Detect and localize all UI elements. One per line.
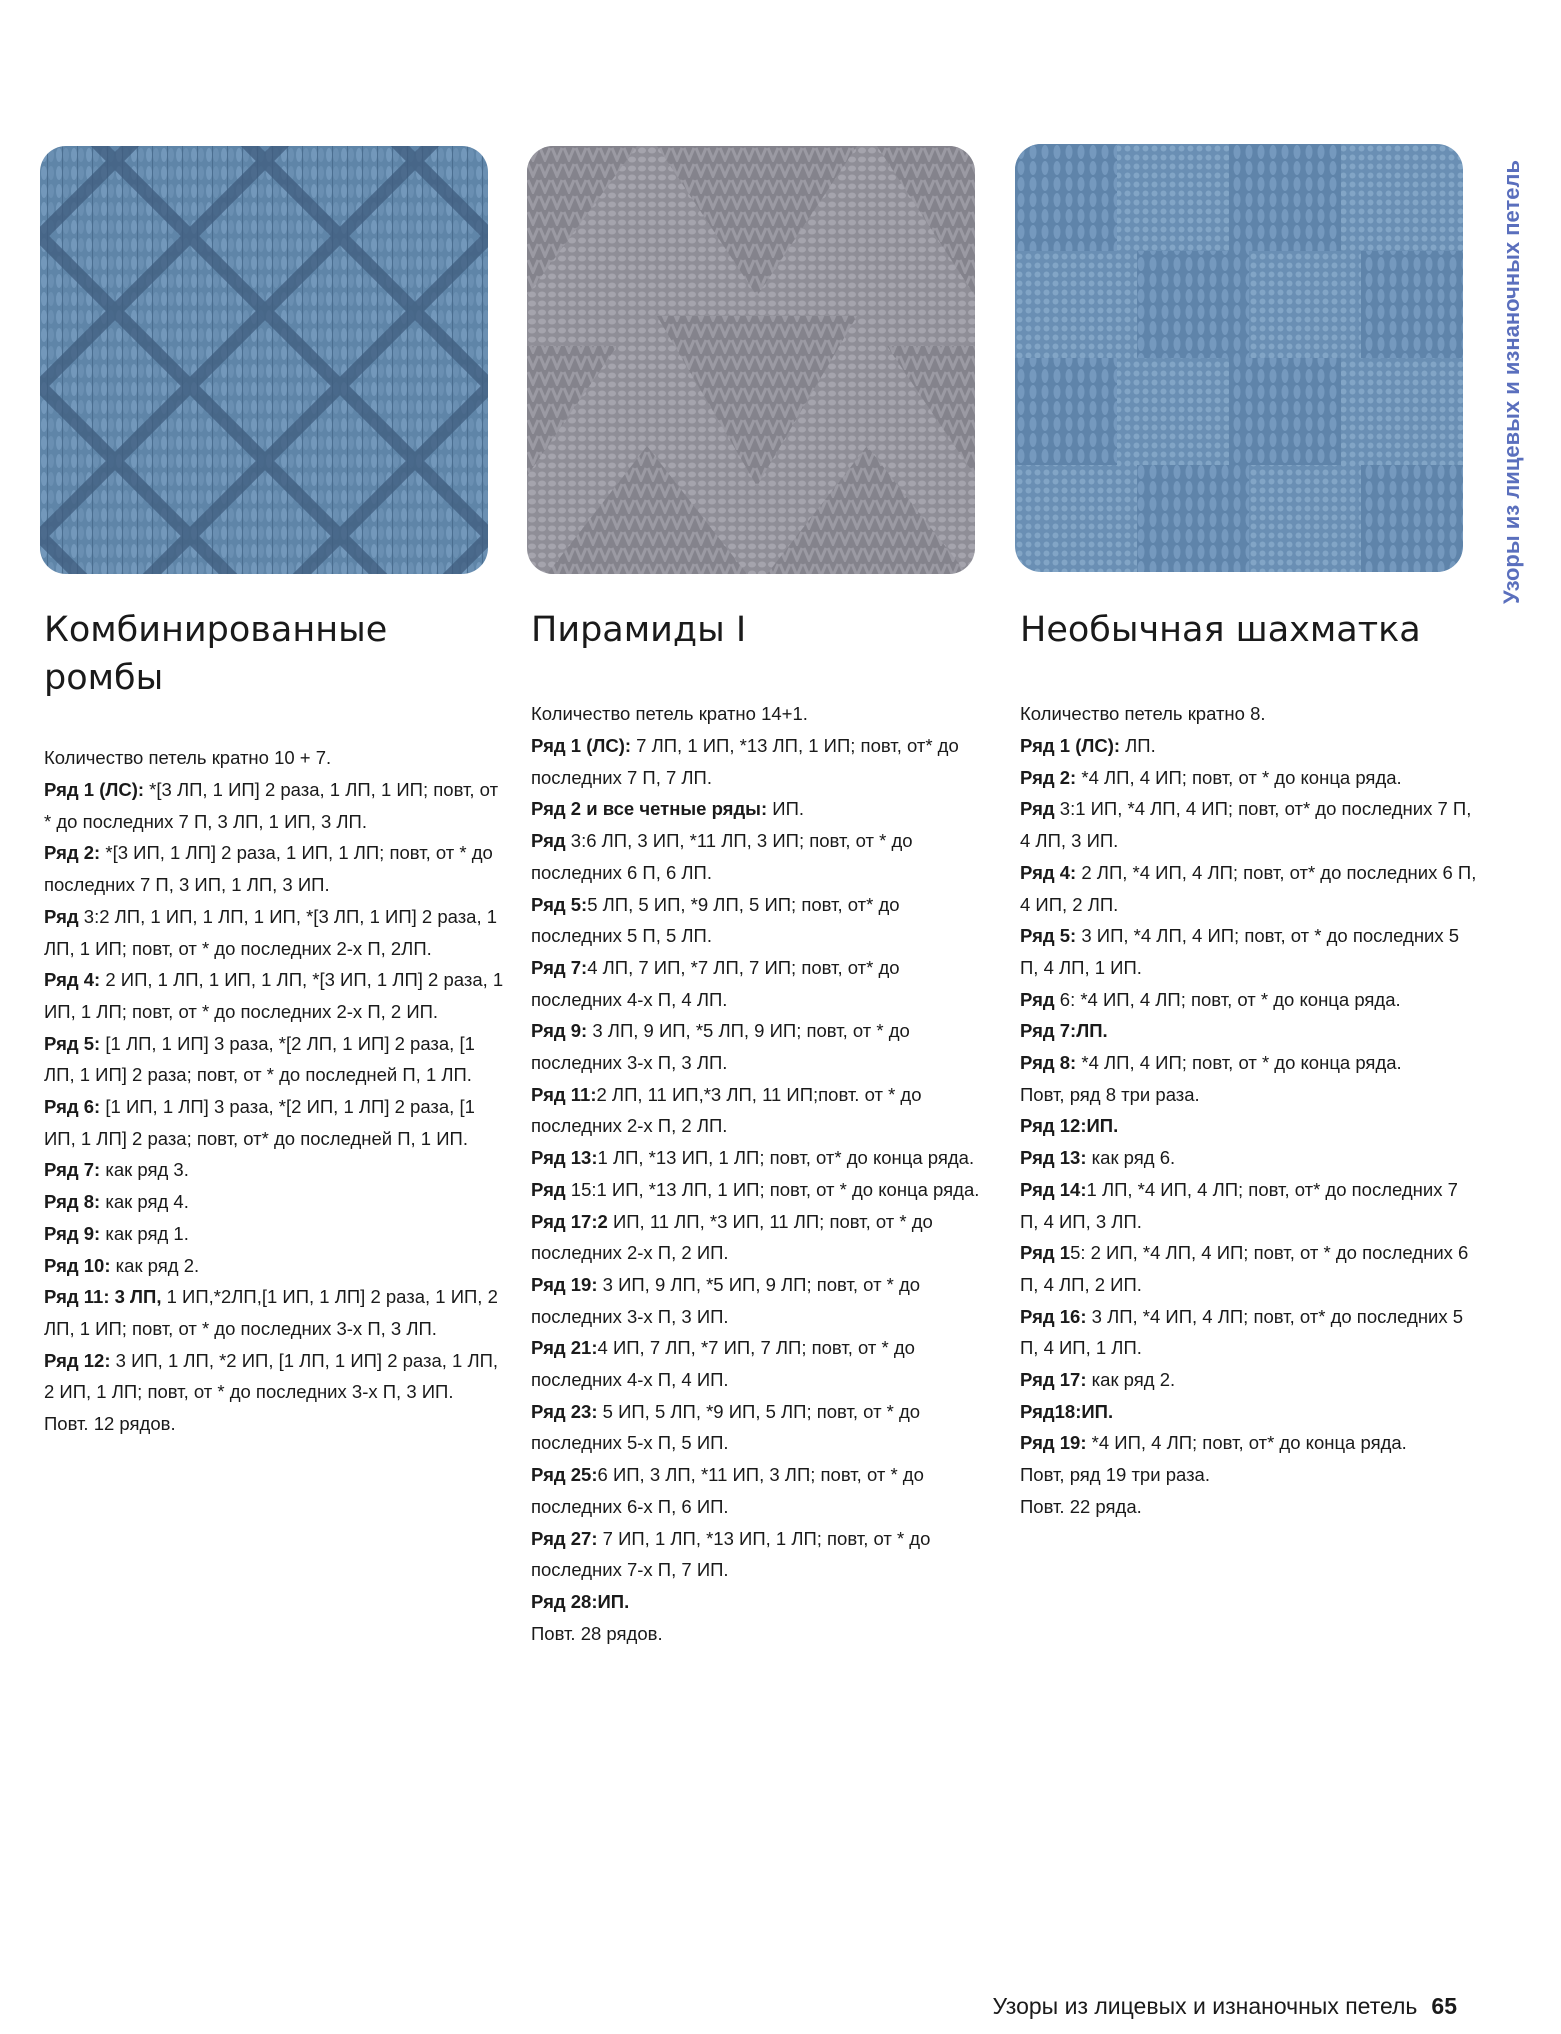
pattern-row	[531, 1618, 991, 1650]
pattern-row	[1020, 920, 1480, 983]
row-label: Ряд 4:	[1020, 861, 1077, 883]
row-text: Повт, ряд 19 три раза.	[1020, 1464, 1210, 1486]
row-label: Ряд 7:ЛП.	[1020, 1020, 1108, 1042]
row-label: Ряд 9:	[44, 1222, 101, 1244]
row-label: Ряд 6:	[44, 1096, 101, 1118]
pattern-row	[1020, 1396, 1480, 1428]
row-text: ИП.	[767, 798, 805, 820]
row-label: Ряд 14:	[1020, 1178, 1087, 1200]
page-number: 65	[1431, 1993, 1457, 2019]
row-text: как ряд 4.	[100, 1191, 189, 1213]
row-label: Ряд 13:	[1020, 1147, 1087, 1169]
pattern-stitch-multiple: Количество петель кратно 10 + 7.	[44, 747, 332, 768]
pattern-row	[44, 837, 504, 900]
footer-section-title: Узоры из лицевых и изнаночных петель	[992, 1993, 1418, 2019]
row-text: 3 ИП, 9 ЛП, *5 ИП, 9 ЛП; повт, от * до последних 3-х П, 3 ИП.	[531, 1273, 921, 1327]
row-text: 3 ИП, 1 ЛП, *2 ИП, [1 ЛП, 1 ИП] 2 раза, 1 ЛП, 2 ИП, 1 ЛП; повт, от * до последних 3-х П, 3 ИП.	[44, 1349, 499, 1403]
row-label: Ряд 28:ИП.	[531, 1590, 630, 1612]
pattern-rows	[44, 774, 504, 1440]
pattern-row	[44, 774, 504, 837]
row-text: *4 ИП, 4 ЛП; повт, от* до конца ряда.	[1086, 1432, 1407, 1454]
knit-checker-block	[1015, 144, 1117, 251]
row-text: 4 ЛП, 7 ИП, *7 ЛП, 7 ИП; повт, от* до последних 4-х П, 4 ЛП.	[531, 956, 900, 1010]
row-text: как ряд 6.	[1086, 1147, 1176, 1169]
row-text: [1 ИП, 1 ЛП] 3 раза, *[2 ИП, 1 ЛП] 2 раза, [1 ИП, 1 ЛП] 2 раза; повт, от* до последней П, 1 ИП.	[44, 1096, 475, 1149]
row-text: *[3 ИП, 1 ЛП] 2 раза, 1 ИП, 1 ЛП; повт, от * до последних 7 П, 3 ИП, 1 ЛП, 3 ИП.	[44, 842, 493, 896]
pattern-row	[1020, 984, 1480, 1016]
pattern-row	[531, 1332, 991, 1395]
row-label: Ряд 21:	[531, 1337, 598, 1359]
row-text: как ряд 2.	[1086, 1369, 1176, 1391]
row-text: 2 ЛП, *4 ИП, 4 ЛП; повт, от* до последних 6 П, 4 ИП, 2 ЛП.	[1020, 861, 1477, 915]
row-label: Ряд 16:	[1020, 1305, 1087, 1327]
pattern-row	[531, 730, 991, 793]
pattern-row	[531, 1523, 991, 1586]
pattern-column-3	[1020, 606, 1480, 1523]
row-text: 3:6 ЛП, 3 ИП, *11 ЛП, 3 ИП; повт, от * до последних 6 П, 6 ЛП.	[531, 830, 913, 883]
row-label: Ряд	[1020, 798, 1055, 820]
pattern-title: Пирамиды I	[531, 610, 747, 650]
pattern-row	[1020, 1015, 1480, 1047]
row-label: Ряд 5:	[1020, 925, 1077, 947]
row-label: Ряд 11: 3 ЛП,	[44, 1286, 162, 1308]
page-footer	[992, 1993, 1457, 2020]
row-label: Ряд 27:	[531, 1527, 598, 1549]
row-text: 4 ИП, 7 ЛП, *7 ИП, 7 ЛП; повт, от * до последних 4-х П, 4 ИП.	[531, 1337, 915, 1391]
row-label: Ряд 2 и все четные ряды:	[531, 798, 768, 820]
row-text: Повт. 22 ряда.	[1020, 1495, 1142, 1517]
pattern-row	[44, 1250, 504, 1282]
row-text: 7 ИП, 1 ЛП, *13 ИП, 1 ЛП; повт, от * до последних 7-х П, 7 ИП.	[531, 1527, 931, 1581]
pattern-row	[531, 793, 991, 825]
row-text: Повт. 12 рядов.	[44, 1413, 176, 1435]
pattern-column-1	[44, 606, 504, 1440]
row-label: Ряд 1 (ЛС):	[1020, 735, 1121, 756]
row-label: Ряд 8:	[44, 1191, 101, 1213]
pattern-row	[44, 1345, 504, 1408]
row-text: 1 ЛП, *13 ИП, 1 ЛП; повт, от* до конца ряда.	[597, 1147, 975, 1169]
row-label: Ряд 12:ИП.	[1020, 1115, 1119, 1137]
row-text: *4 ЛП, 4 ИП; повт, от * до конца ряда.	[1076, 1052, 1402, 1074]
pattern-row	[44, 1186, 504, 1218]
pattern-title: Комбинированные ромбы	[44, 610, 388, 698]
pattern-row	[44, 1218, 504, 1250]
pattern-row	[531, 1079, 991, 1142]
row-text: 3 ЛП, *4 ИП, 4 ЛП; повт, от* до последних 5 П, 4 ИП, 1 ЛП.	[1020, 1305, 1464, 1359]
row-label: Ряд 7:	[44, 1159, 101, 1181]
row-text: как ряд 2.	[110, 1254, 200, 1276]
pattern-row	[1020, 857, 1480, 920]
row-label: Ряд 2:	[44, 842, 101, 864]
row-text: 7 ЛП, 1 ИП, *13 ЛП, 1 ИП; повт, от* до последних 7 П, 7 ЛП.	[531, 735, 959, 788]
row-label: Ряд	[1020, 988, 1055, 1010]
knit-checker-block	[1137, 465, 1249, 572]
row-label: Ряд 12:	[44, 1349, 111, 1371]
pattern-row	[1020, 1301, 1480, 1364]
pattern-row	[531, 1142, 991, 1174]
row-label: Ряд 1 (ЛС):	[531, 735, 632, 756]
row-text: 1 ИП,*2ЛП,[1 ИП, 1 ЛП] 2 раза, 1 ИП, 2 ЛП, 1 ИП; повт, от * до последних 3-х П, 3 ЛП.	[44, 1286, 498, 1339]
row-label: Ряд 8:	[1020, 1052, 1077, 1074]
row-label: Ряд 9:	[531, 1020, 588, 1042]
pattern-row	[44, 1408, 504, 1440]
row-text: 1 ЛП, *4 ИП, 4 ЛП; повт, от* до последних 7 П, 4 ИП, 3 ЛП.	[1020, 1178, 1458, 1232]
pattern-rows	[531, 730, 991, 1649]
row-text: 3 ЛП, 9 ИП, *5 ЛП, 9 ИП; повт, от * до последних 3-х П, 3 ЛП.	[531, 1020, 910, 1074]
pattern-column-2	[531, 606, 991, 1649]
row-text: 15:1 ИП, *13 ЛП, 1 ИП; повт, от * до конца ряда.	[565, 1178, 980, 1200]
pattern-row	[531, 1459, 991, 1522]
row-label: Ряд 5:	[44, 1032, 101, 1054]
row-text: 5 ИП, 5 ЛП, *9 ИП, 5 ЛП; повт, от * до последних 5-х П, 5 ИП.	[531, 1400, 921, 1454]
swatch-photo-combined-diamonds	[40, 146, 488, 574]
row-text: 6 ИП, 3 ЛП, *11 ИП, 3 ЛП; повт, от * до последних 6-х П, 6 ИП.	[531, 1464, 924, 1517]
row-text: *4 ЛП, 4 ИП; повт, от * до конца ряда.	[1076, 766, 1402, 788]
knit-checker-block	[1229, 144, 1341, 251]
pattern-rows	[1020, 730, 1480, 1523]
pattern-stitch-multiple: Количество петель кратно 14+1.	[531, 703, 808, 724]
pattern-row	[531, 889, 991, 952]
row-text: 3:2 ЛП, 1 ИП, 1 ЛП, 1 ИП, *[3 ЛП, 1 ИП] 2 раза, 1 ЛП, 1 ИП; повт, от * до последних 2-х П, 2ЛП.	[44, 905, 498, 959]
knit-checker-block	[1361, 251, 1463, 358]
row-label: Ряд 23:	[531, 1400, 598, 1422]
pattern-row	[1020, 1427, 1480, 1459]
row-text: как ряд 3.	[100, 1159, 189, 1181]
pattern-row	[1020, 1079, 1480, 1111]
row-label: Ряд 13:	[531, 1147, 598, 1169]
row-label: Ряд 11:	[531, 1083, 597, 1105]
knit-checker-block	[1361, 465, 1463, 572]
pattern-row	[44, 1154, 504, 1186]
pattern-row	[44, 1091, 504, 1154]
pattern-row	[1020, 1491, 1480, 1523]
row-text: [1 ЛП, 1 ИП] 3 раза, *[2 ЛП, 1 ИП] 2 раза, [1 ЛП, 1 ИП] 2 раза; повт, от * до последней П, 1 ЛП.	[44, 1032, 475, 1086]
row-text: 3:1 ИП, *4 ЛП, 4 ИП; повт, от* до последних 7 П, 4 ЛП, 3 ИП.	[1020, 798, 1472, 852]
pattern-row	[531, 1174, 991, 1206]
section-side-tab	[1494, 140, 1530, 625]
row-text: Повт. 28 рядов.	[531, 1622, 663, 1644]
pattern-row	[531, 1206, 991, 1269]
pattern-row	[531, 1396, 991, 1459]
knit-checker-block	[1137, 251, 1249, 358]
pattern-row	[44, 901, 504, 964]
row-label: Ряд 19:	[531, 1273, 598, 1295]
row-text: 2 ЛП, 11 ИП,*3 ЛП, 11 ИП;повт. от * до последних 2-х П, 2 ЛП.	[531, 1083, 922, 1137]
row-label: Ряд 17:	[1020, 1369, 1087, 1391]
pattern-row	[1020, 1047, 1480, 1079]
row-label: Ряд 25:	[531, 1464, 598, 1486]
pattern-row	[1020, 793, 1480, 856]
row-text: 6: *4 ИП, 4 ЛП; повт, от * до конца ряда.	[1054, 988, 1401, 1010]
row-label: Ряд 17:2	[531, 1210, 608, 1232]
row-text: Повт, ряд 8 три раза.	[1020, 1083, 1200, 1105]
row-label: Ряд 19:	[1020, 1432, 1087, 1454]
row-label: Ряд 10:	[44, 1254, 111, 1276]
pattern-row	[1020, 730, 1480, 762]
row-text: 2 ИП, 1 ЛП, 1 ИП, 1 ЛП, *[3 ИП, 1 ЛП] 2 раза, 1 ИП, 1 ЛП; повт, от * до последних 2-х П, 2 ИП.	[44, 969, 504, 1022]
pattern-row	[1020, 1459, 1480, 1491]
row-text: 3 ИП, *4 ЛП, 4 ИП; повт, от * до последних 5 П, 4 ЛП, 1 ИП.	[1020, 925, 1460, 978]
pattern-title: Необычная шахматка	[1020, 610, 1421, 650]
row-text: ИП, 11 ЛП, *3 ИП, 11 ЛП; повт, от * до последних 2-х П, 2 ИП.	[531, 1210, 933, 1264]
pattern-row	[1020, 762, 1480, 794]
swatch-photo-pyramids	[527, 146, 975, 574]
row-label: Ряд	[44, 905, 79, 927]
pattern-row	[44, 1281, 504, 1344]
row-text: как ряд 1.	[100, 1222, 189, 1244]
pattern-row	[1020, 1364, 1480, 1396]
section-side-tab-label: Узоры из лицевых и изнаночных петель	[1499, 160, 1524, 604]
row-text: *[3 ЛП, 1 ИП] 2 раза, 1 ЛП, 1 ИП; повт, от * до последних 7 П, 3 ЛП, 1 ИП, 3 ЛП.	[44, 779, 499, 832]
row-label: Ряд 5:	[531, 893, 588, 915]
row-label: Ряд18:ИП.	[1020, 1400, 1114, 1422]
row-text: ЛП.	[1120, 735, 1156, 756]
pattern-row	[1020, 1237, 1480, 1300]
pattern-row	[531, 1269, 991, 1332]
row-label: Ряд	[531, 1178, 566, 1200]
row-label: Ряд 1 (ЛС):	[44, 779, 145, 800]
row-label: Ряд 2:	[1020, 766, 1077, 788]
pattern-row	[1020, 1110, 1480, 1142]
pattern-row	[531, 952, 991, 1015]
pattern-row	[531, 1015, 991, 1078]
pattern-stitch-multiple: Количество петель кратно 8.	[1020, 703, 1266, 724]
row-text: 5: 2 ИП, *4 ЛП, 4 ИП; повт, от * до последних 6 П, 4 ЛП, 2 ИП.	[1020, 1242, 1469, 1295]
row-label: Ряд 4:	[44, 969, 101, 991]
pattern-row	[44, 964, 504, 1027]
row-label: Ряд	[531, 830, 566, 852]
knit-checker-block	[1229, 358, 1341, 465]
swatch-photo-unusual-checker	[1015, 144, 1463, 572]
row-text: 5 ЛП, 5 ИП, *9 ЛП, 5 ИП; повт, от* до последних 5 П, 5 ЛП.	[531, 893, 900, 947]
pattern-row	[531, 1586, 991, 1618]
row-label: Ряд 7:	[531, 956, 588, 978]
pattern-row	[531, 825, 991, 888]
pattern-row	[1020, 1174, 1480, 1237]
pattern-row	[1020, 1142, 1480, 1174]
row-label: Ряд 1	[1020, 1242, 1071, 1264]
knit-checker-block	[1015, 358, 1117, 465]
pattern-row	[44, 1028, 504, 1091]
